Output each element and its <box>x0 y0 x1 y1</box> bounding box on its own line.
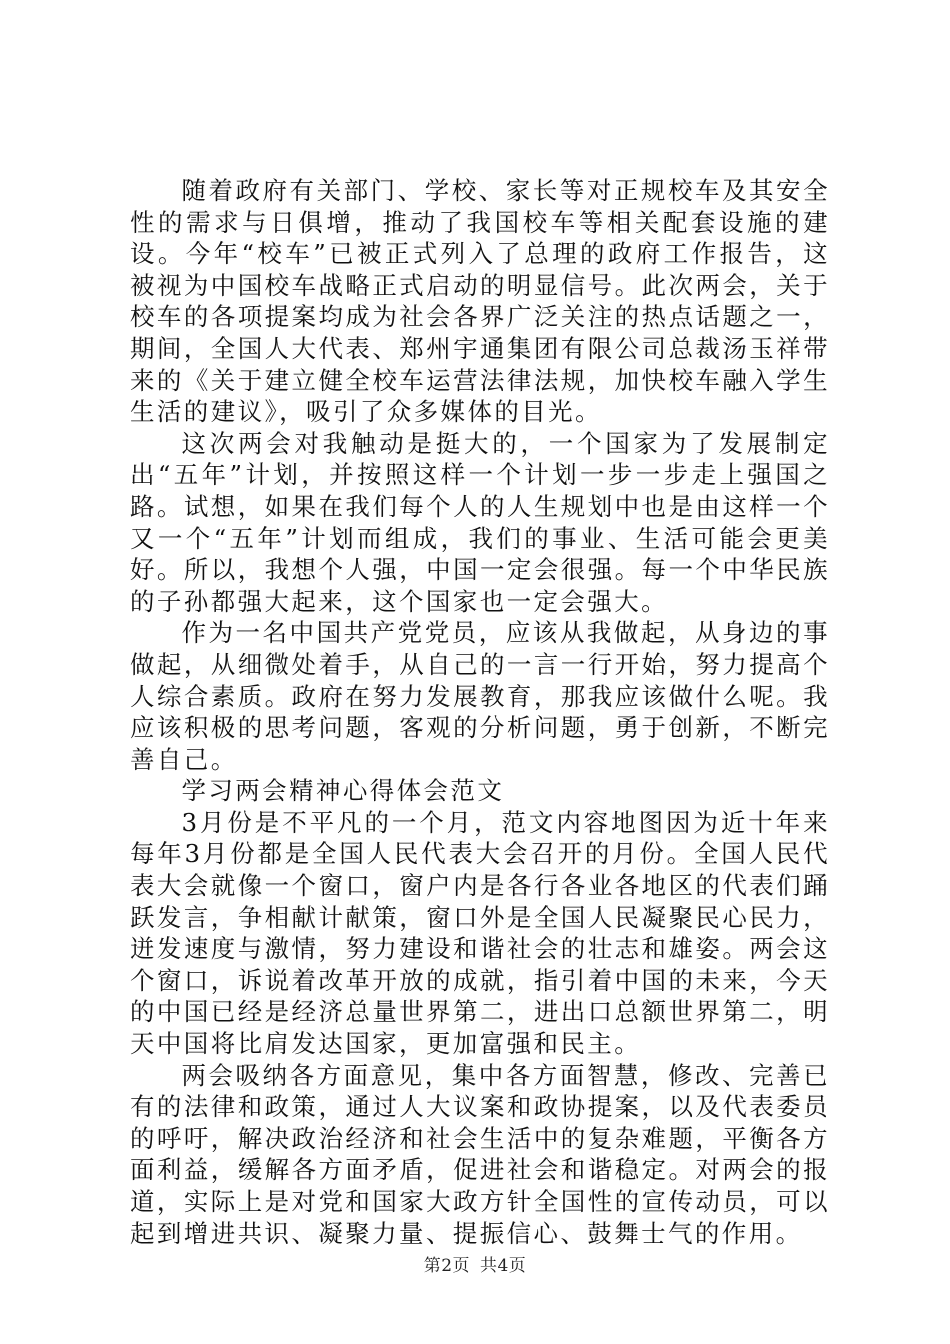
paragraph-two-sessions: 两会吸纳各方面意见，集中各方面智慧，修改、完善已有的法律和政策，通过人大议案和政协提案，以及代表委员的呼吁，解决政治经济和社会生活中的复杂难题，平衡各方面利益，缓解各方面矛盾，促进社会和谐稳定。对两会的报道，实际上是对党和国家大政方针全国性的宣传动员，可以起到增进共识、凝聚力量、提振信心、鼓舞士气的作用。 <box>130 1060 830 1248</box>
page-number: 第2页 <box>423 1256 471 1276</box>
page-total: 共4页 <box>479 1256 527 1276</box>
paragraph-five-year-plan: 这次两会对我触动是挺大的，一个国家为了发展制定出“五年”计划，并按照这样一个计划一步一步走上强国之路。试想，如果在我们每个人的人生规划中也是由这样一个又一个“五年”计划而组成，我们的事业、生活可能会更美好。所以，我想个人强，中国一定会很强。每一个中华民族的子孙都强大起来，这个国家也一定会强大。 <box>130 428 830 616</box>
paragraph-party-member: 作为一名中国共产党党员，应该从我做起，从身边的事做起，从细微处着手，从自己的一言一行开始，努力提高个人综合素质。政府在努力发展教育，那我应该做什么呢。我应该积极的思考问题，客观的分析问题，勇于创新，不断完善自己。 <box>130 618 830 774</box>
paragraph-school-bus: 随着政府有关部门、学校、家长等对正规校车及其安全性的需求与日俱增，推动了我国校车等相关配套设施的建设。今年“校车”已被正式列入了总理的政府工作报告，这被视为中国校车战略正式启动的明显信号。此次两会，关于校车的各项提案均成为社会各界广泛关注的热点话题之一，期间，全国人大代表、郑州宇通集团有限公司总裁汤玉祥带来的《关于建立健全校车运营法律法规，加快校车融入学生生活的建议》，吸引了众多媒体的目光。 <box>130 176 830 427</box>
page-footer <box>0 1251 950 1276</box>
section-heading: 学习两会精神心得体会范文 <box>181 776 505 806</box>
paragraph-march: 3月份是不平凡的一个月，范文内容地图因为近十年来每年3月份都是全国人民代表大会召开的月份。全国人民代表大会就像一个窗口，窗户内是各行各业各地区的代表们踊跃发言，争相献计献策，窗口外是全国人民凝聚民心民力，迸发速度与激情，努力建设和谐社会的壮志和雄姿。两会这个窗口，诉说着改革开放的成就，指引着中国的未来，今天的中国已经是经济总量世界第二，进出口总额世界第二，明天中国将比肩发达国家，更加富强和民主。 <box>130 807 830 1059</box>
document-body <box>130 175 830 1249</box>
